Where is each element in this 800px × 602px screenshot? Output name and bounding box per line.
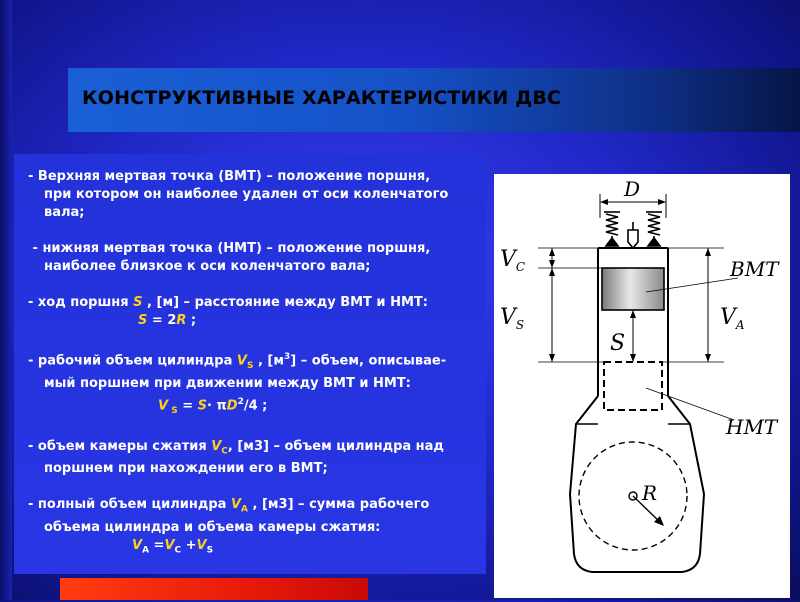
wvf-sub: S <box>168 405 178 416</box>
wv-symbol-sub: S <box>246 360 254 371</box>
wvf-end: /4 ; <box>243 398 268 414</box>
crankcase-outline <box>570 396 704 572</box>
piston-nmt <box>604 362 662 410</box>
wvf-eq: = <box>177 398 198 414</box>
wv-formula <box>28 393 498 420</box>
wvf-d: D <box>226 398 238 414</box>
cv-symbol: V <box>211 438 222 454</box>
wv-prefix: - рабочий объем цилиндра <box>28 353 237 369</box>
tvf-v3: V <box>196 538 207 554</box>
stroke-suffix: , [м] – расстояние между ВМТ и НМТ: <box>142 295 428 310</box>
wvf-s: S <box>197 398 208 414</box>
tv-symbol-sub: A <box>241 505 248 516</box>
tvf-sub1: A <box>142 545 150 556</box>
cv-symbol-sub: C <box>221 446 228 457</box>
tvf-v1: V <box>132 538 143 554</box>
tvf-sub2: C <box>174 545 182 556</box>
formula-r: R <box>176 313 187 328</box>
formula-s: S <box>138 313 148 328</box>
def-stroke <box>28 294 498 312</box>
def-vmt-line1: - Верхняя мертвая точка (ВМТ) – положение поршня, <box>28 169 431 184</box>
left-edge-band <box>0 0 12 600</box>
cylinder-diagram-svg <box>494 174 790 598</box>
valve-right <box>646 212 662 246</box>
wvf-v: V <box>158 398 169 414</box>
leader-nmt <box>646 388 734 420</box>
wvf-pi: · π <box>207 398 227 414</box>
label-vc: $V_C$ <box>500 247 526 274</box>
wv-line2: мый поршнем при движении между ВМТ и НМТ: <box>44 375 411 391</box>
tvf-sub3: S <box>206 545 214 556</box>
valve-left <box>604 212 620 246</box>
tvf-eq: = <box>149 538 165 554</box>
tv-line2: объема цилиндра и объема камеры сжатия: <box>44 520 381 536</box>
def-compression-volume <box>28 438 498 461</box>
tv-symbol: V <box>230 497 241 513</box>
piston-vmt <box>602 268 664 310</box>
tvf-plus: + <box>181 538 197 554</box>
label-r: R <box>642 481 658 505</box>
wv-unit: , [м <box>253 353 284 369</box>
formula-end: ; <box>186 313 197 328</box>
wv-suffix: ] – объем, описывае- <box>290 353 447 369</box>
tv-formula <box>28 537 498 560</box>
wv-unit-sup: 3 <box>284 352 291 362</box>
spark-plug <box>628 222 638 248</box>
label-vs: $V_S$ <box>500 305 525 332</box>
tvf-v2: V <box>164 538 175 554</box>
stroke-prefix: - ход поршня <box>28 295 134 310</box>
wvf-sup: 2 <box>237 396 244 407</box>
label-d: D <box>624 177 641 201</box>
accent-bar <box>60 578 368 600</box>
def-nmt-line1: - нижняя мертвая точка (НМТ) – положение поршня, <box>28 241 431 256</box>
tv-prefix: - полный объем цилиндра <box>28 497 231 513</box>
tv-suffix: , [м3] – сумма рабочего <box>247 497 430 513</box>
def-vmt-line3: вала; <box>44 205 85 220</box>
label-s: S <box>610 331 626 356</box>
cv-suffix: , [м3] – объем цилиндра над <box>227 438 444 454</box>
def-nmt-line2: наиболее близкое к оси коленчатого вала; <box>44 259 371 274</box>
formula-eq: = 2 <box>147 313 177 328</box>
cv-line2: поршнем при нахождении его в ВМТ; <box>44 461 328 477</box>
stroke-symbol: S <box>133 295 143 310</box>
label-va: $V_A$ <box>720 305 745 332</box>
slide-title: КОНСТРУКТИВНЫЕ ХАРАКТЕРИСТИКИ ДВС <box>82 87 562 109</box>
label-vmt: ВМТ <box>730 257 779 281</box>
engine-diagram <box>494 174 790 598</box>
definitions-list <box>28 168 498 560</box>
label-nmt: НМТ <box>726 415 778 439</box>
stroke-formula <box>28 312 498 330</box>
def-working-volume <box>28 348 498 375</box>
wv-symbol: V <box>236 353 247 369</box>
def-vmt-line2: при котором он наиболее удален от оси коленчатого <box>44 187 449 202</box>
cv-prefix: - объем камеры сжатия <box>28 438 212 454</box>
def-total-volume <box>28 496 498 519</box>
